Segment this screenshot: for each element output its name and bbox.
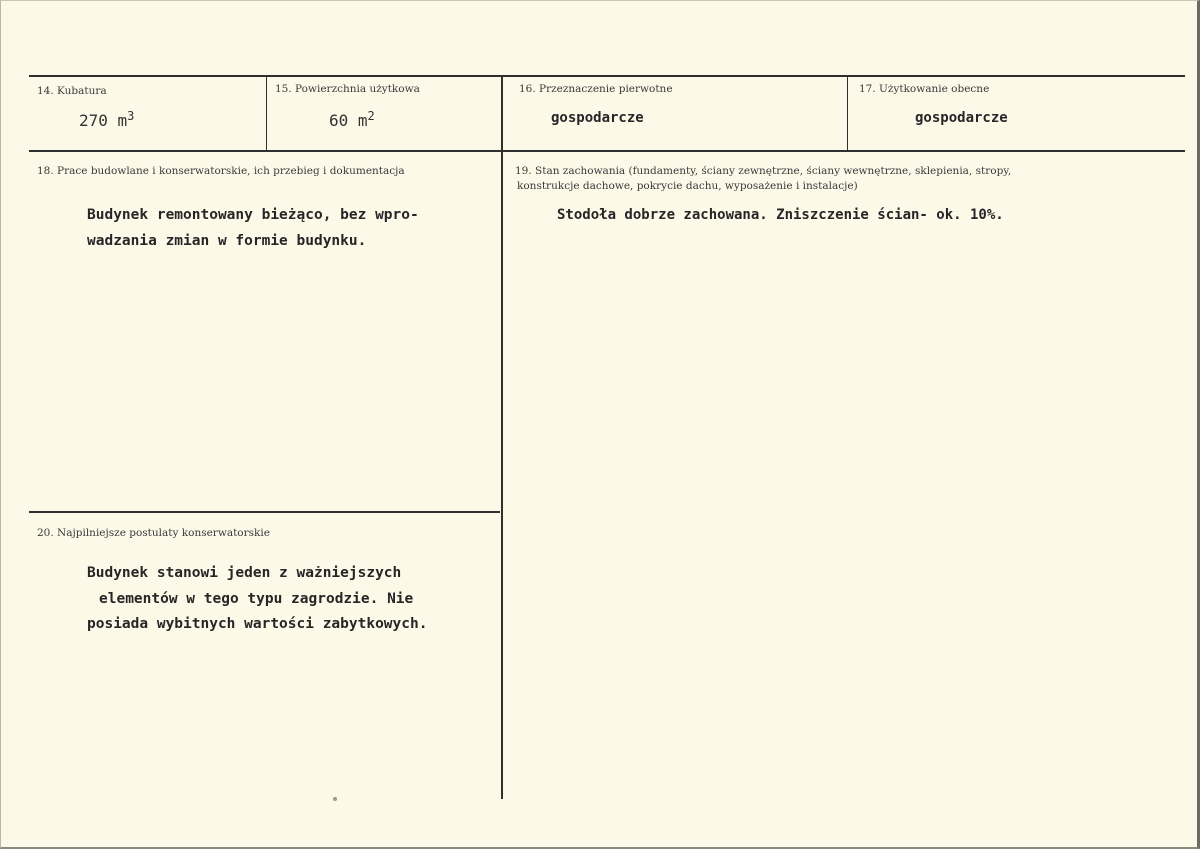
field-18-line-2: wadzania zmian w formie budynku. [87, 233, 367, 249]
field-19-label-line-2: konstrukcje dachowe, pokrycie dachu, wyposażenie i instalacje) [517, 180, 858, 192]
row-divider [29, 150, 1185, 152]
field-20-line-2: elementów w tego typu zagrodzie. Nie [99, 591, 414, 607]
field-18-line-1: Budynek remontowany bieżąco, bez wpro- [87, 207, 419, 223]
paper-speck [333, 797, 337, 801]
top-rule [29, 75, 1185, 77]
field-19-label-line-1: 19. Stan zachowania (fundamenty, ściany zewnętrzne, ściany wewnętrzne, sklepienia, stropy, [515, 165, 1012, 177]
field-15-label: 15. Powierzchnia użytkowa [275, 83, 420, 95]
field-18-label: 18. Prace budowlane i konserwatorskie, ich przebieg i dokumentacja [37, 165, 405, 177]
v-rule-3 [847, 76, 848, 151]
field-14-value: 270 $m^3$ [79, 109, 135, 130]
field-20-label: 20. Najpilniejsze postulaty konserwatorskie [37, 527, 270, 539]
field-19-text: Stodoła dobrze zachowana. Zniszczenie ścian- ok. 10%. [557, 207, 1004, 223]
field-15-value: 60 $m^2$ [329, 109, 375, 130]
field-14-label: 14. Kubatura [37, 85, 107, 97]
field-16-value: gospodarcze [551, 110, 644, 126]
field-17-label: 17. Użytkowanie obecne [859, 83, 990, 95]
left-column-divider [29, 511, 500, 513]
v-rule-2 [501, 76, 503, 799]
field-16-label: 16. Przeznaczenie pierwotne [519, 83, 673, 95]
v-rule-1 [266, 76, 267, 151]
field-20-line-1: Budynek stanowi jeden z ważniejszych [87, 565, 402, 581]
field-20-line-3: posiada wybitnych wartości zabytkowych. [87, 616, 428, 632]
field-17-value: gospodarcze [915, 110, 1008, 126]
